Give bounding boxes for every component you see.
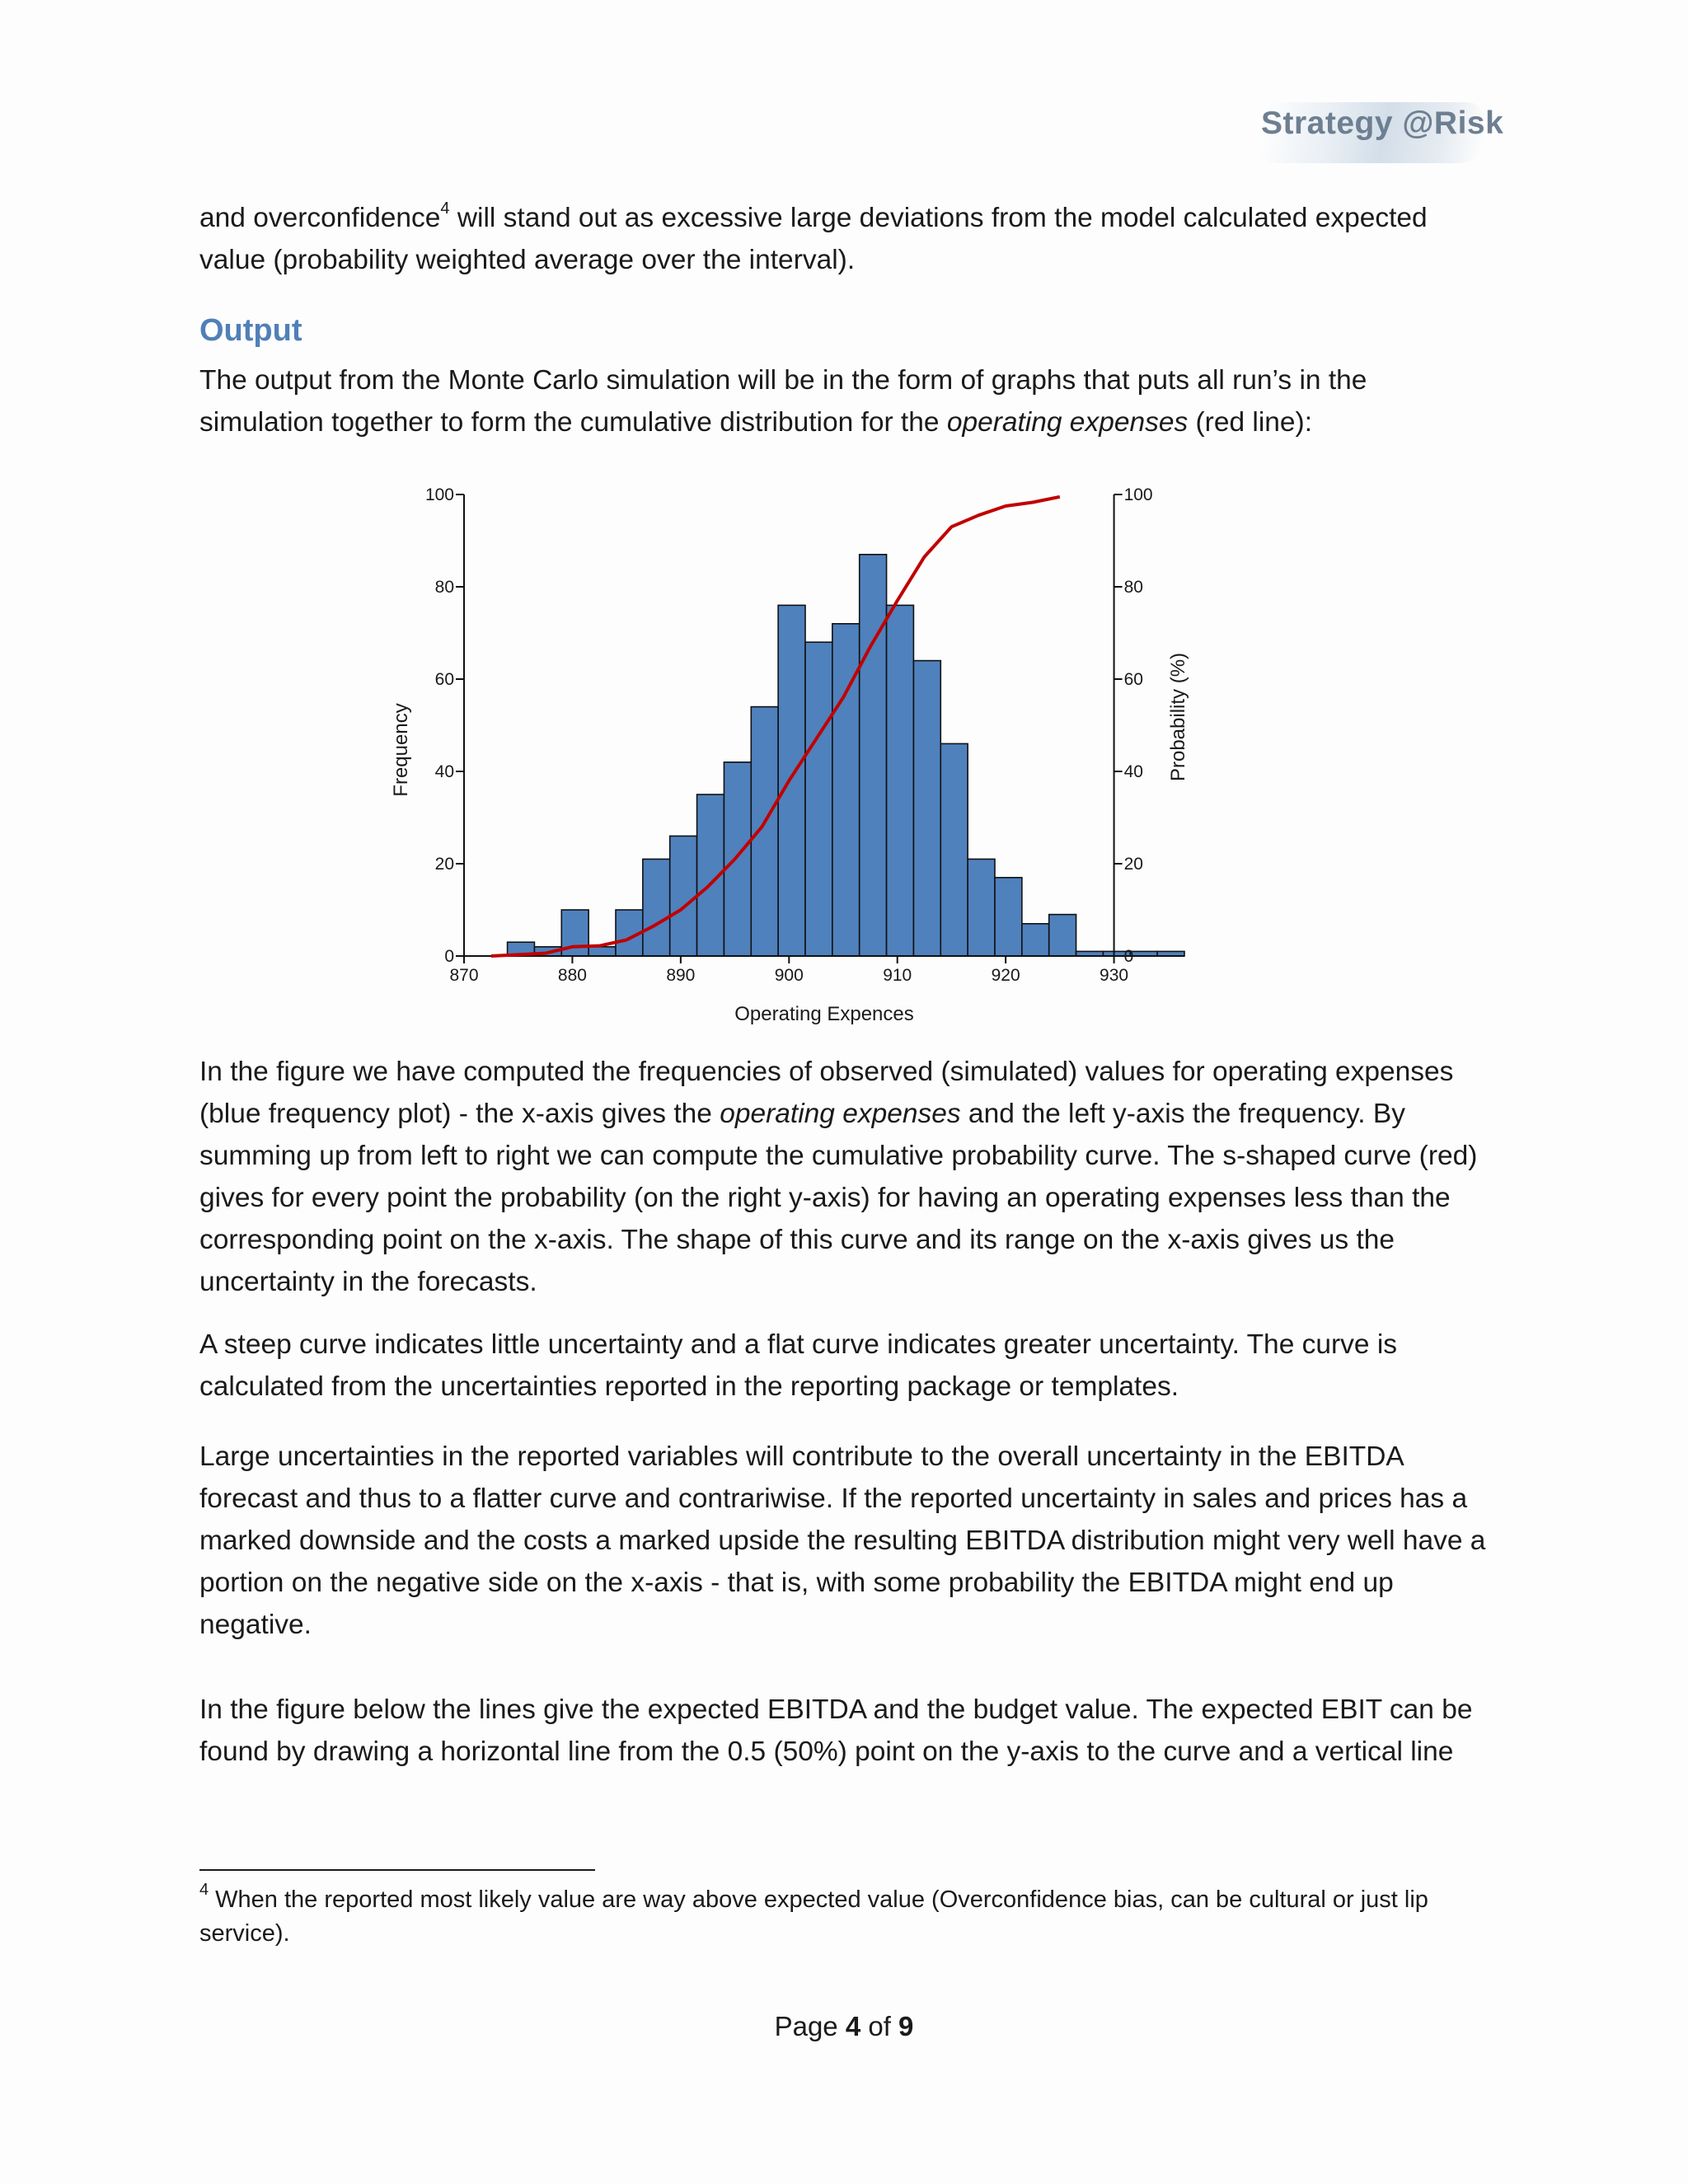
footnote: $^4$ When the reported most likely value are way above expected value (Overconfidence bias, can be cultural or just lip service). [199,1881,1428,1947]
histogram-bar [887,605,914,956]
y-axis-label: Frequency [390,703,412,797]
y2-tick-label: 40 [1123,762,1143,781]
paragraph-intro: and overconfidence$^4$ will stand out as excessive large deviations from the model calculated expected value (probability weighted average over the interval). [199,199,1428,275]
histogram-bar [724,762,751,956]
strategy-at-risk-logo [1253,97,1504,166]
footnote-separator [199,1869,595,1871]
page-number: Page 4 of 9 [774,2011,914,2041]
y2-tick-label: 60 [1123,670,1143,689]
x-tick-label: 920 [991,966,1020,985]
x-tick-label: 870 [449,966,479,985]
y2-tick-label: 0 [1123,947,1134,966]
histogram-bar [588,947,616,956]
histogram-bar [1049,915,1076,956]
histogram-bar [860,555,887,956]
histogram-bar [940,743,968,956]
x-tick-label: 930 [1100,966,1129,985]
x-tick-label: 890 [666,966,696,985]
y2-tick-label: 80 [1123,578,1143,597]
y-tick-label: 60 [434,670,454,689]
y-tick-label: 100 [424,485,454,504]
paragraph-figure-explanation: In the figure we have computed the frequencies of observed (simulated) values for operating expenses (blue frequency plot) - the x-axis gives the operating expenses and the left y-axis the frequency. By summing up from left to right we can compute the cumulative probability curve. The s-shaped curve (red) gives for every point the probability (on the right y-axis) for having an operating expenses less than the corresponding point on the x-axis. The shape of this curve and its range on the x-axis gives us the uncertainty in the forecasts. [199,1057,1478,1297]
y2-tick-label: 100 [1123,485,1153,504]
x-tick-label: 910 [883,966,912,985]
histogram-bar [995,878,1022,956]
footnote-ref: 4 [440,199,450,218]
y2-tick-label: 20 [1123,855,1143,874]
footnote-number: 4 [199,1881,209,1900]
x-tick-label: 880 [557,966,587,985]
histogram-bar [913,661,940,956]
paragraph-large-uncertainties: Large uncertainties in the reported variables will contribute to the overall uncertainty in the EBITDA forecast and thus to a flatter curve and contrariwise. If the reported uncertainty in sales and prices has a marked downside and the costs a marked upside the resulting EBITDA distribution might very well have a portion on the negative side on the x-axis - that is, with some probability the EBITDA might end up negative. [199,1441,1486,1640]
y-tick-label: 80 [434,578,454,597]
histogram-bar [751,707,778,956]
x-axis-label: Operating Expences [734,1003,914,1025]
x-tick-label: 900 [774,966,804,985]
y-tick-label: 40 [434,762,454,781]
histogram-bar [968,859,995,956]
histogram-bar [670,836,697,956]
paragraph-output: The output from the Monte Carlo simulation will be in the form of graphs that puts all run’s in the simulation together to form the cumulative distribution for the operating expenses (red line): [199,365,1367,438]
y2-axis-label: Probability (%) [1167,652,1189,782]
y-tick-label: 20 [434,855,454,874]
histogram-bar [805,642,832,956]
section-heading-output: Output [199,313,302,348]
logo-text: Strategy @Risk [1261,105,1504,141]
histogram-bar [778,605,805,956]
histogram-bar [1022,924,1049,956]
paragraph-steep-curve: A steep curve indicates little uncertainty and a flat curve indicates greater uncertainty. The curve is calculated from the uncertainties reported in the reporting package or templates. [199,1329,1398,1402]
histogram-bar [643,859,670,956]
paragraph-figure-below: In the figure below the lines give the expected EBITDA and the budget value. The expected EBIT can be found by drawing a horizontal line from the 0.5 (50%) point on the y-axis to the curve and a vertical line [199,1694,1473,1767]
operating-expenses-histogram-chart [375,474,1224,1043]
y-tick-label: 0 [444,947,454,966]
